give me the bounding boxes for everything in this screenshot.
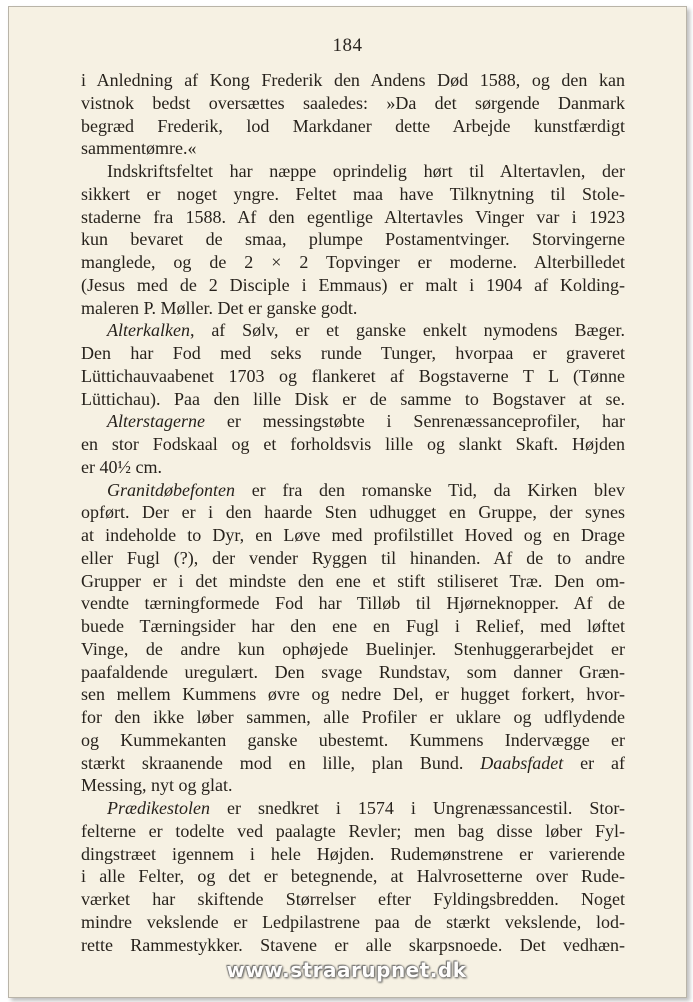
text-line: Lüttichau). Paa den lille Disk er de samme to Bogstaver at se.: [81, 388, 625, 409]
text-line: opført. Der er i den haarde Sten udhugget en Gruppe, der synes: [81, 502, 625, 523]
text-line: manglede, og de 2 × 2 Topvinger er moderne. Alterbilledet: [81, 252, 625, 272]
text-line: paafaldende uregulært. Den svage Rundstav, som danner Græn-: [81, 661, 625, 682]
text-line: felterne er todelte ved paalagte Revler; men bag disse løber Fyl-: [81, 820, 625, 841]
text-line: Messing, nyt og glat.: [81, 775, 233, 796]
paragraph-start-line: Alterstagerne er messingstøbte i Senrenæssanceprofiler, har: [107, 411, 625, 432]
text-line: Den har Fod med seks runde Tunger, hvorpaa er graveret: [81, 343, 625, 363]
text-line: kun bevaret de smaa, plumpe Postamentvinger. Storvingerne: [81, 229, 625, 250]
text-line: dingstræet igennem i hele Højden. Rudemønstrene er varierende: [81, 843, 625, 864]
text-line: sikkert er noget yngre. Feltet maa have Tilknytning til Stole-: [81, 183, 625, 204]
text-line: Vinge, de andre kun ophøjede Buelinjer. Stenhuggerarbejdet er: [81, 638, 625, 659]
text-line: og Kummekanten ganske ubestemt. Kummens Indervægge er: [81, 729, 625, 750]
text-line: en stor Fodskaal og et forholdsvis lille og slankt Skaft. Højden: [81, 434, 625, 454]
text-line: staderne fra 1588. Af den egentlige Altertavles Vinger var i 1923: [81, 206, 625, 227]
scanned-page: [8, 6, 687, 998]
page-number: 184: [332, 35, 363, 56]
paragraph-start-line: Prædikestolen er snedkret i 1574 i Ungrenæssancestil. Stor-: [107, 798, 625, 818]
text-line: maleren P. Møller. Det er ganske godt.: [81, 297, 358, 318]
text-line: vistnok bedst oversættes saaledes: »Da det sørgende Danmark: [81, 92, 625, 113]
text-line: i alle Felter, og det er betegnende, at Halvrosetterne over Rude-: [81, 866, 625, 887]
text-line: vendte tærningformede Fod har Tilløb til Hjørneknopper. Af de: [81, 593, 625, 614]
text-line: at indeholde to Dyr, en Løve med profilstillet Hoved og en Drage: [81, 525, 625, 545]
text-line: mindre vekslende er Ledpilastrene paa de stærkt vekslende, lod-: [81, 911, 625, 932]
text-line: buede Tærningsider har den ene en Fugl i Relief, med løftet: [81, 616, 625, 636]
paragraph-start-line: Alterkalken, af Sølv, er et ganske enkelt nymodens Bæger.: [107, 320, 625, 341]
website-watermark: www.straarupnet.dk: [226, 958, 467, 982]
text-line: Lüttichauvaabenet 1703 og flankeret af Bogstaverne T L (Tønne: [81, 365, 625, 386]
text-line: stærkt skraanende mod en lille, plan Bund. Daabsfadet er af: [81, 752, 625, 773]
body-text: [81, 69, 625, 956]
text-line: for den ikke løber sammen, alle Profiler er uklare og udflydende: [81, 707, 625, 727]
text-line: værket har skiftende Størrelser efter Fyldingsbredden. Noget: [81, 889, 625, 909]
paragraph-start-line: Granitdøbefonten er fra den romanske Tid, da Kirken blev: [107, 479, 625, 500]
text-line: rette Rammestykker. Stavene er alle skarpsnoede. Det vedhæn-: [81, 934, 625, 955]
text-line: sammentømre.«: [81, 138, 197, 159]
text-line: i Anledning af Kong Frederik den Andens Død 1588, og den kan: [81, 70, 625, 90]
text-line: begræd Frederik, lod Markdaner dette Arbejde kunstfærdigt: [81, 115, 625, 136]
text-line: sen mellem Kummens øvre og nedre Del, er hugget forkert, hvor-: [81, 684, 625, 705]
text-line: (Jesus med de 2 Disciple i Emmaus) er malt i 1904 af Kolding-: [81, 274, 625, 295]
text-line: er 40½ cm.: [81, 456, 162, 477]
text-line: eller Fugl (?), der vender Ryggen til hinanden. Af de to andre: [81, 547, 625, 568]
paragraph-start-line: Indskriftsfeltet har næppe oprindelig hørt til Altertavlen, der: [107, 161, 625, 181]
text-line: Grupper er i det mindste den ene et stift stiliseret Træ. Den om-: [81, 570, 625, 591]
